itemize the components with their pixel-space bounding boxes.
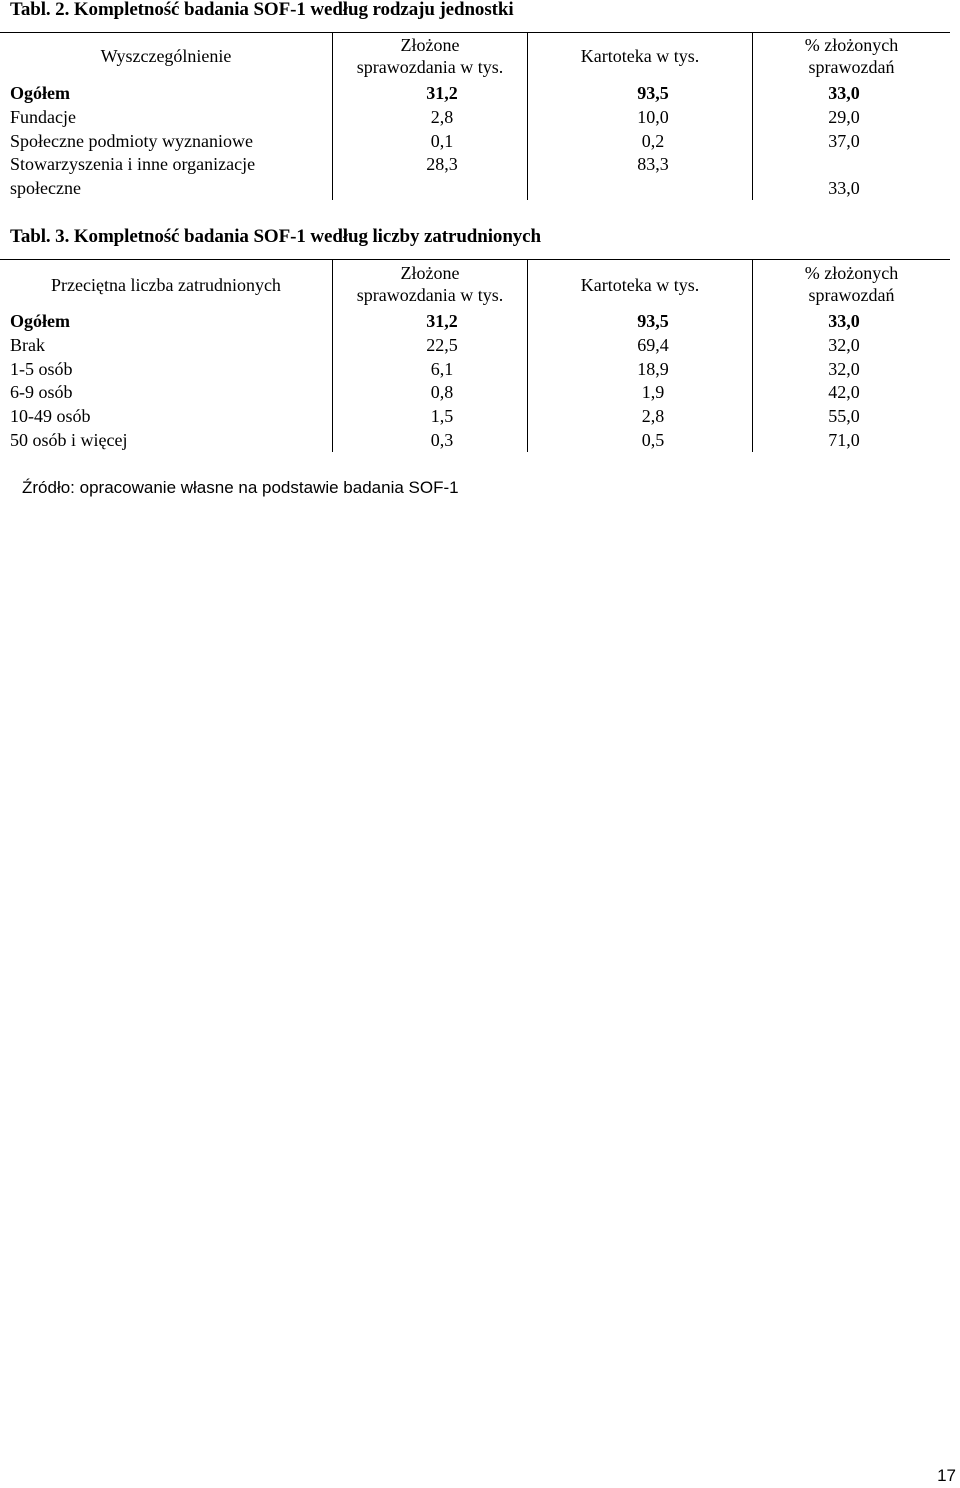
table3-row-50-plus-procent: 71,0: [828, 430, 860, 450]
table3-row-6-9-kartoteka: 1,9: [641, 382, 665, 402]
table2-row-fundacje-kartoteka: 10,0: [637, 107, 669, 127]
table2-row-fundacje-label: Fundacje: [10, 107, 76, 127]
table2-caption: Tabl. 2. Kompletność badania SOF-1 według rodzaju jednostki: [10, 0, 514, 20]
table2-row-wyznaniowe-procent: 37,0: [828, 131, 860, 151]
table3-header-zlozone-line1: Złożone: [400, 263, 460, 283]
table3-row-6-9-zlozone: 0,8: [430, 382, 454, 402]
table3-row-10-49-label: 10-49 osób: [10, 406, 91, 426]
table2-header-zlozone: [333, 34, 527, 78]
table2-row-stowarzyszenia-procent: 33,0: [828, 178, 860, 198]
table2-row-ogolem-procent: 33,0: [828, 83, 860, 103]
table3-row-ogolem-zlozone: 31,2: [426, 311, 458, 331]
table2: [0, 32, 950, 200]
table3-row-10-49-kartoteka: 2,8: [641, 406, 665, 426]
table3-row-brak-procent: 32,0: [828, 335, 860, 355]
table2-row-wyznaniowe-zlozone: 0,1: [430, 131, 454, 151]
table3-row-10-49-procent: 55,0: [828, 406, 860, 426]
table2-row-stowarzyszenia-zlozone: 28,3: [426, 154, 458, 174]
table3-row-50-plus-zlozone: 0,3: [430, 430, 454, 450]
table2-row-ogolem-kartoteka: 93,5: [637, 83, 669, 103]
table2-header-procent-line2: sprawozdań: [808, 57, 895, 77]
table3-row-ogolem-procent: 33,0: [828, 311, 860, 331]
source-note: Źródło: opracowanie własne na podstawie badania SOF-1: [22, 478, 459, 497]
table2-row-ogolem-zlozone: 31,2: [426, 83, 458, 103]
table3-row-ogolem-kartoteka: 93,5: [637, 311, 669, 331]
table3-row-brak-label: Brak: [10, 335, 45, 355]
table3-row-10-49-zlozone: 1,5: [430, 406, 454, 426]
table3-header-zlozone-line2: sprawozdania w tys.: [356, 285, 504, 305]
table2-header-zlozone-line2: sprawozdania w tys.: [356, 57, 504, 77]
table2-row-fundacje-zlozone: 2,8: [430, 107, 454, 127]
table2-row-wyznaniowe-label: Społeczne podmioty wyznaniowe: [10, 131, 253, 151]
table3-header-zlozone: [333, 262, 527, 306]
table2-row-stowarzyszenia-label-line2: społeczne: [10, 178, 81, 198]
table2-row-ogolem-label: Ogółem: [10, 83, 70, 103]
table3-header-procent-line1: % złożonych: [804, 263, 899, 283]
table3-top-border: [0, 259, 950, 260]
table3: [0, 259, 950, 452]
table2-header-procent: [753, 34, 950, 78]
table2-top-border: [0, 32, 950, 33]
table2-row-stowarzyszenia-label: Stowarzyszenia i inne organizacje: [10, 154, 256, 174]
table3-header-przecietna: Przeciętna liczba zatrudnionych: [51, 275, 281, 295]
table3-row-1-5-procent: 32,0: [828, 359, 860, 379]
table3-row-brak-zlozone: 22,5: [426, 335, 458, 355]
table3-row-1-5-kartoteka: 18,9: [637, 359, 669, 379]
table3-row-50-plus-label: 50 osób i więcej: [10, 430, 128, 450]
table3-header-kartoteka: Kartoteka w tys.: [580, 275, 700, 295]
table2-header-wyszczegolnienie: Wyszczególnienie: [100, 46, 232, 66]
table3-caption: Tabl. 3. Kompletność badania SOF-1 według liczby zatrudnionych: [10, 226, 541, 247]
table2-header-kartoteka: Kartoteka w tys.: [580, 46, 700, 66]
table3-header-procent-line2: sprawozdań: [808, 285, 895, 305]
table3-row-1-5-zlozone: 6,1: [430, 359, 454, 379]
table2-header-procent-line1: % złożonych: [804, 35, 899, 55]
table2-row-fundacje-procent: 29,0: [828, 107, 860, 127]
table3-row-50-plus-kartoteka: 0,5: [641, 430, 665, 450]
table3-header-procent: [753, 262, 950, 306]
table2-row-stowarzyszenia-kartoteka: 83,3: [637, 154, 669, 174]
table3-row-brak-kartoteka: 69,4: [637, 335, 669, 355]
table2-row-wyznaniowe-kartoteka: 0,2: [641, 131, 665, 151]
page-number: 17: [937, 1466, 956, 1485]
table2-header-zlozone-line1: Złożone: [400, 35, 460, 55]
table3-row-ogolem-label: Ogółem: [10, 311, 70, 331]
table3-row-6-9-label: 6-9 osób: [10, 382, 73, 402]
table3-row-1-5-label: 1-5 osób: [10, 359, 73, 379]
table3-row-6-9-procent: 42,0: [828, 382, 860, 402]
